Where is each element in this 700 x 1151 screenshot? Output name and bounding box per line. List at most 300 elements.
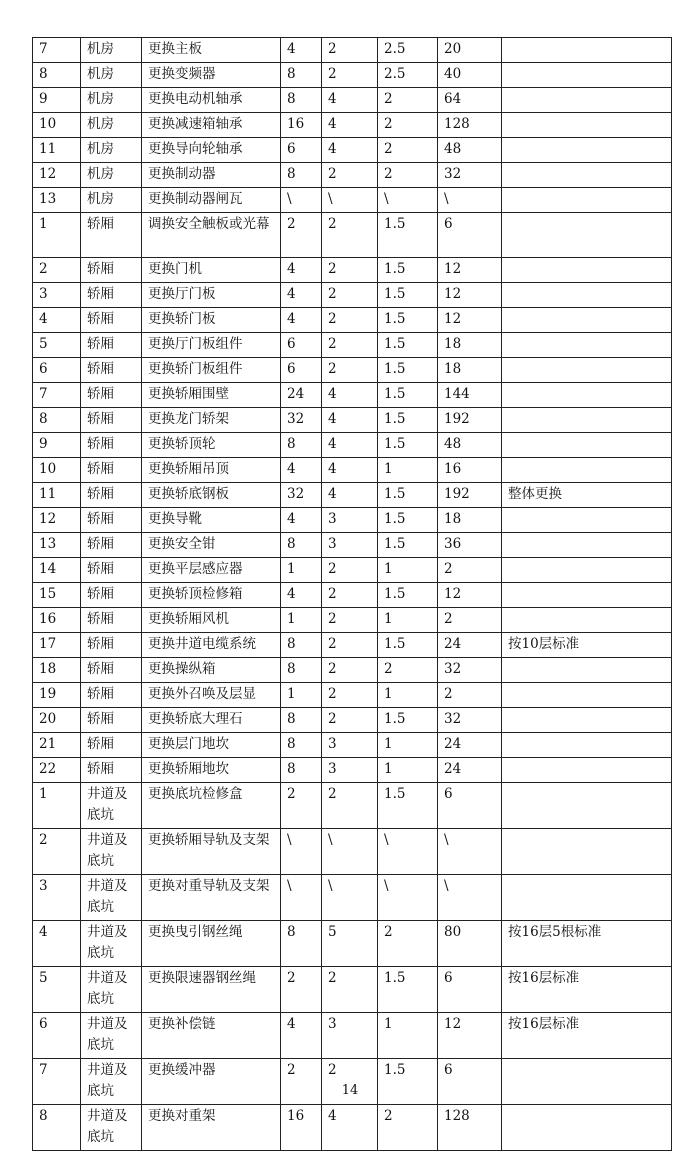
cell-remark [502,708,672,733]
cell-value-total: 64 [438,88,502,113]
cell-row-index: 7 [33,383,81,408]
cell-value-total: 2 [438,608,502,633]
cell-remark [502,333,672,358]
cell-value-b: 3 [322,758,378,783]
table-row [33,408,672,433]
cell-remark [502,38,672,63]
cell-remark [502,829,672,875]
cell-value-a: \ [281,829,322,875]
cell-location: 轿厢 [81,508,142,533]
cell-remark [502,533,672,558]
cell-value-b: 4 [322,113,378,138]
cell-item: 更换轿门板组件 [142,358,281,383]
cell-row-index: 15 [33,583,81,608]
cell-location: 轿厢 [81,308,142,333]
cell-value-c: 2.5 [378,38,438,63]
cell-value-b: 4 [322,458,378,483]
cell-value-total: 24 [438,758,502,783]
cell-value-b: 4 [322,138,378,163]
cell-remark [502,733,672,758]
cell-value-total: 6 [438,783,502,829]
cell-value-b: 2 [322,38,378,63]
cell-item: 更换缓冲器 [142,1059,281,1105]
cell-remark [502,258,672,283]
cell-remark [502,1105,672,1151]
cell-value-a: 2 [281,967,322,1013]
cell-value-a: 4 [281,1013,322,1059]
cell-location: 井道及底坑 [81,967,142,1013]
cell-remark [502,558,672,583]
cell-value-b: 2 [322,658,378,683]
table-row [33,38,672,63]
cell-value-b: 2 [322,783,378,829]
cell-row-index: 7 [33,1059,81,1105]
cell-location: 轿厢 [81,483,142,508]
cell-value-b: 2 [322,358,378,383]
cell-row-index: 6 [33,1013,81,1059]
cell-item: 更换限速器钢丝绳 [142,967,281,1013]
cell-value-c: 1.5 [378,333,438,358]
cell-item: 更换外召唤及层显 [142,683,281,708]
cell-item: 更换主板 [142,38,281,63]
cell-value-c: 1.5 [378,213,438,258]
cell-row-index: 4 [33,308,81,333]
cell-remark [502,458,672,483]
cell-item: 更换轿顶检修箱 [142,583,281,608]
cell-value-a: 4 [281,458,322,483]
table-row [33,458,672,483]
cell-item: 更换对重导轨及支架 [142,875,281,921]
cell-remark [502,188,672,213]
cell-value-a: 32 [281,483,322,508]
cell-location: 轿厢 [81,383,142,408]
cell-value-a: 8 [281,758,322,783]
cell-value-c: 1 [378,558,438,583]
cell-location: 轿厢 [81,258,142,283]
cell-location: 井道及底坑 [81,875,142,921]
cell-item: 更换轿顶轮 [142,433,281,458]
cell-value-c: 1.5 [378,783,438,829]
cell-location: 轿厢 [81,558,142,583]
table-row [33,875,672,921]
cell-location: 轿厢 [81,213,142,258]
table-row [33,258,672,283]
cell-value-total: 6 [438,213,502,258]
cell-remark [502,358,672,383]
cell-location: 轿厢 [81,408,142,433]
cell-value-c: 1.5 [378,383,438,408]
cell-value-c: 1 [378,608,438,633]
cell-row-index: 11 [33,483,81,508]
cell-row-index: 8 [33,408,81,433]
cell-row-index: 12 [33,163,81,188]
cell-row-index: 19 [33,683,81,708]
cell-remark [502,163,672,188]
cell-value-c: 2.5 [378,63,438,88]
cell-item: 更换导向轮轴承 [142,138,281,163]
cell-value-c: 1 [378,758,438,783]
table-row [33,358,672,383]
cell-remark: 按10层标准 [502,633,672,658]
cell-value-c: 1.5 [378,258,438,283]
cell-value-total: 128 [438,1105,502,1151]
cell-value-c: 1.5 [378,358,438,383]
cell-remark [502,63,672,88]
cell-row-index: 9 [33,88,81,113]
cell-value-total: 6 [438,1059,502,1105]
cell-remark [502,88,672,113]
cell-value-total: 6 [438,967,502,1013]
cell-item: 更换轿底钢板 [142,483,281,508]
cell-location: 轿厢 [81,583,142,608]
cell-item: 更换制动器闸瓦 [142,188,281,213]
table-row [33,783,672,829]
cell-value-b: 3 [322,533,378,558]
cell-location: 机房 [81,138,142,163]
cell-item: 更换井道电缆系统 [142,633,281,658]
cell-value-a: 8 [281,733,322,758]
cell-value-b: 2 [322,163,378,188]
cell-value-b: 2 [322,683,378,708]
cell-value-total: 20 [438,38,502,63]
cell-value-total: \ [438,875,502,921]
cell-value-b: 4 [322,1105,378,1151]
cell-item: 更换层门地坎 [142,733,281,758]
cell-row-index: 17 [33,633,81,658]
cell-row-index: 4 [33,921,81,967]
cell-location: 井道及底坑 [81,783,142,829]
cell-location: 井道及底坑 [81,1013,142,1059]
cell-remark: 按16层标准 [502,1013,672,1059]
cell-value-total: 16 [438,458,502,483]
cell-value-c: 2 [378,113,438,138]
cell-value-c: \ [378,875,438,921]
cell-value-c: 2 [378,88,438,113]
cell-item: 更换轿厢导轨及支架 [142,829,281,875]
cell-value-total: \ [438,188,502,213]
cell-row-index: 10 [33,458,81,483]
table-row [33,308,672,333]
table-row [33,113,672,138]
cell-item: 更换厅门板 [142,283,281,308]
cell-value-c: 1.5 [378,408,438,433]
cell-remark [502,658,672,683]
cell-value-a: 16 [281,113,322,138]
cell-value-a: 4 [281,283,322,308]
table-row [33,608,672,633]
cell-value-a: \ [281,188,322,213]
cell-row-index: 3 [33,875,81,921]
cell-row-index: 13 [33,188,81,213]
cell-value-b: 4 [322,433,378,458]
cell-location: 机房 [81,38,142,63]
cell-remark [502,758,672,783]
cell-value-b: 2 [322,558,378,583]
cell-value-total: 2 [438,683,502,708]
cell-row-index: 8 [33,63,81,88]
cell-value-total: 12 [438,283,502,308]
cell-item: 更换龙门轿架 [142,408,281,433]
cell-value-a: 4 [281,38,322,63]
cell-row-index: 1 [33,783,81,829]
cell-item: 更换减速箱轴承 [142,113,281,138]
cell-value-c: 1.5 [378,633,438,658]
table-row [33,188,672,213]
cell-value-total: 32 [438,658,502,683]
table-row [33,583,672,608]
cell-value-a: \ [281,875,322,921]
cell-value-b: 2 [322,583,378,608]
cell-remark: 整体更换 [502,483,672,508]
table-row [33,63,672,88]
cell-remark [502,408,672,433]
cell-remark [502,383,672,408]
cell-row-index: 13 [33,533,81,558]
cell-item: 更换补偿链 [142,1013,281,1059]
cell-location: 轿厢 [81,708,142,733]
cell-value-b: 4 [322,88,378,113]
cell-row-index: 2 [33,829,81,875]
cell-value-b: 2 [322,63,378,88]
cell-row-index: 1 [33,213,81,258]
cell-value-c: \ [378,188,438,213]
cell-value-total: 192 [438,483,502,508]
cell-row-index: 8 [33,1105,81,1151]
cell-location: 机房 [81,113,142,138]
table-row [33,658,672,683]
table-row [33,163,672,188]
cell-remark [502,433,672,458]
cell-value-a: 4 [281,308,322,333]
cell-row-index: 2 [33,258,81,283]
cell-value-b: 2 [322,1059,378,1105]
cell-value-c: 1 [378,1013,438,1059]
cell-location: 轿厢 [81,358,142,383]
cell-location: 机房 [81,163,142,188]
cell-value-b: \ [322,875,378,921]
cell-value-c: 2 [378,921,438,967]
cell-remark [502,508,672,533]
cell-value-c: 1.5 [378,483,438,508]
cell-value-total: 32 [438,163,502,188]
cell-value-b: 2 [322,633,378,658]
cell-item: 更换制动器 [142,163,281,188]
cell-value-total: 128 [438,113,502,138]
cell-remark [502,283,672,308]
cell-location: 轿厢 [81,633,142,658]
cell-location: 轿厢 [81,433,142,458]
cell-row-index: 22 [33,758,81,783]
cell-value-a: 8 [281,63,322,88]
cell-value-c: 1.5 [378,1059,438,1105]
cell-location: 轿厢 [81,683,142,708]
maintenance-table [32,37,672,1151]
cell-value-a: 1 [281,558,322,583]
cell-value-c: 1.5 [378,533,438,558]
cell-value-b: 3 [322,508,378,533]
table-row [33,967,672,1013]
cell-value-b: 4 [322,483,378,508]
cell-location: 轿厢 [81,333,142,358]
cell-value-total: 80 [438,921,502,967]
cell-location: 轿厢 [81,458,142,483]
cell-value-b: 2 [322,283,378,308]
cell-location: 轿厢 [81,758,142,783]
table-row [33,829,672,875]
cell-value-a: 4 [281,258,322,283]
cell-value-b: \ [322,188,378,213]
cell-row-index: 21 [33,733,81,758]
cell-item: 更换轿厢风机 [142,608,281,633]
cell-row-index: 10 [33,113,81,138]
cell-item: 更换对重架 [142,1105,281,1151]
cell-value-c: 1.5 [378,583,438,608]
cell-remark: 按16层5根标准 [502,921,672,967]
table-row [33,558,672,583]
table-row [33,1105,672,1151]
cell-value-c: 2 [378,138,438,163]
cell-item: 更换导靴 [142,508,281,533]
cell-remark: 按16层标准 [502,967,672,1013]
cell-row-index: 5 [33,967,81,1013]
table-row [33,633,672,658]
cell-item: 更换变频器 [142,63,281,88]
table-row [33,383,672,408]
table-row [33,213,672,258]
cell-value-a: 8 [281,533,322,558]
cell-row-index: 6 [33,358,81,383]
cell-item: 更换轿厢吊顶 [142,458,281,483]
cell-value-total: 48 [438,138,502,163]
cell-location: 机房 [81,63,142,88]
cell-location: 井道及底坑 [81,1059,142,1105]
page-number: 14 [341,1083,359,1098]
cell-row-index: 7 [33,38,81,63]
cell-value-a: 8 [281,633,322,658]
cell-value-b: 2 [322,333,378,358]
table-row [33,733,672,758]
cell-value-total: 2 [438,558,502,583]
cell-value-b: \ [322,829,378,875]
cell-remark [502,683,672,708]
cell-remark [502,875,672,921]
cell-value-a: 8 [281,163,322,188]
cell-value-a: 16 [281,1105,322,1151]
cell-location: 轿厢 [81,608,142,633]
cell-value-a: 6 [281,138,322,163]
cell-row-index: 14 [33,558,81,583]
cell-item: 更换操纵箱 [142,658,281,683]
cell-value-a: 4 [281,583,322,608]
cell-location: 轿厢 [81,283,142,308]
cell-value-a: 1 [281,608,322,633]
cell-value-c: \ [378,829,438,875]
cell-value-total: 18 [438,508,502,533]
cell-row-index: 5 [33,333,81,358]
cell-value-b: 2 [322,258,378,283]
cell-item: 更换底坑检修盒 [142,783,281,829]
cell-value-total: 32 [438,708,502,733]
cell-value-a: 1 [281,683,322,708]
cell-value-a: 2 [281,213,322,258]
cell-value-b: 2 [322,213,378,258]
cell-value-c: 2 [378,1105,438,1151]
table-body [33,38,672,1151]
cell-value-total: \ [438,829,502,875]
cell-value-b: 2 [322,308,378,333]
cell-item: 更换门机 [142,258,281,283]
cell-value-total: 24 [438,733,502,758]
cell-value-total: 18 [438,333,502,358]
cell-value-a: 8 [281,658,322,683]
table-row [33,138,672,163]
cell-remark [502,608,672,633]
table-row [33,1013,672,1059]
cell-value-a: 8 [281,88,322,113]
cell-row-index: 11 [33,138,81,163]
cell-location: 井道及底坑 [81,829,142,875]
cell-item: 更换厅门板组件 [142,333,281,358]
cell-remark [502,138,672,163]
cell-value-total: 12 [438,1013,502,1059]
cell-value-b: 2 [322,967,378,1013]
cell-value-total: 144 [438,383,502,408]
cell-remark [502,213,672,258]
cell-value-total: 40 [438,63,502,88]
cell-row-index: 20 [33,708,81,733]
cell-value-a: 24 [281,383,322,408]
cell-value-b: 2 [322,708,378,733]
cell-item: 调换安全触板或光幕 [142,213,281,258]
table-row [33,333,672,358]
cell-value-c: 1.5 [378,283,438,308]
table-row [33,758,672,783]
cell-value-total: 192 [438,408,502,433]
cell-remark [502,783,672,829]
cell-location: 轿厢 [81,533,142,558]
cell-value-c: 2 [378,658,438,683]
cell-remark [502,308,672,333]
cell-item: 更换曳引钢丝绳 [142,921,281,967]
cell-value-b: 5 [322,921,378,967]
cell-value-c: 1.5 [378,967,438,1013]
cell-value-c: 2 [378,163,438,188]
cell-value-total: 24 [438,633,502,658]
table-row [33,433,672,458]
cell-value-a: 8 [281,433,322,458]
table-row [33,88,672,113]
cell-value-c: 1 [378,683,438,708]
table-row [33,683,672,708]
cell-value-a: 2 [281,783,322,829]
cell-remark [502,583,672,608]
table-row [33,921,672,967]
cell-value-a: 2 [281,1059,322,1105]
cell-value-b: 4 [322,408,378,433]
cell-value-total: 36 [438,533,502,558]
cell-value-a: 8 [281,708,322,733]
cell-value-c: 1.5 [378,308,438,333]
cell-value-c: 1.5 [378,433,438,458]
cell-location: 井道及底坑 [81,921,142,967]
cell-item: 更换轿厢围壁 [142,383,281,408]
cell-item: 更换安全钳 [142,533,281,558]
cell-location: 机房 [81,188,142,213]
cell-value-c: 1 [378,733,438,758]
cell-value-b: 2 [322,608,378,633]
cell-item: 更换轿厢地坎 [142,758,281,783]
cell-value-a: 32 [281,408,322,433]
